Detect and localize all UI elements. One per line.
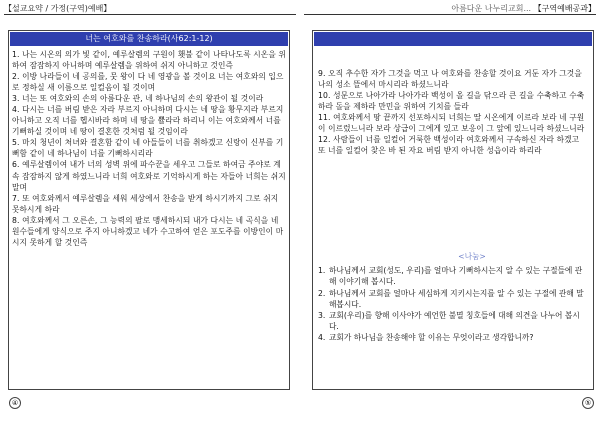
sharing-question [318,265,588,287]
question-text: 하나님께서 교회를 얼마나 세심하게 지키시는지를 알 수 있는 구절에 관해 말해봅시다. [329,288,584,309]
question-text: 교회가 하나님을 찬송해야 할 이유는 무엇이라고 생각합니까? [329,333,534,343]
header-right-title: 【구역예배공과】 [533,4,596,13]
title-bar-blank [314,32,592,46]
question-number: 4. [318,333,326,343]
right-page [300,0,600,424]
question-number: 2. [318,288,326,298]
header-divider [304,14,596,15]
sharing-title: <나눔> [458,252,486,261]
page-number: ⑤ [582,397,594,409]
scripture-text [12,49,288,248]
question-text: 하나님께서 교회(성도, 우리)를 얼마나 기뻐하시는지 알 수 있는 구절들에 관해 이야기해 봅시다. [329,266,583,287]
header-right-subtitle: 아름다운 나누리교회... [451,4,532,13]
question-number: 1. [318,266,326,276]
verse-paragraph: 3. 너는 또 여호와의 손의 아름다운 관, 네 하나님의 손의 왕관이 될 것이라 [12,94,264,104]
sharing-section [318,251,588,344]
verse-paragraph: 9. 오직 추수한 자가 그것을 먹고 나 여호와를 찬송할 것이요 거둔 자가 그것을 나의 성소 뜰에서 마시리라 하셨느니라 [318,69,582,90]
verse-paragraph: 2. 이방 나라들이 네 공의를, 뭇 왕이 다 네 영광을 볼 것이요 너는 여호와의 입으로 정하실 새 이름으로 일컬음이 될 것이며 [12,72,284,93]
sharing-question [318,310,588,332]
verse-paragraph: 10. 성문으로 나아가라 나아가라 백성이 올 길을 닦으라 큰 길을 수축하고 수축하라 돌을 제하라 만민을 위하여 기치를 들라 [318,91,585,112]
verse-paragraph: 6. 예루살렘이여 내가 너의 성벽 위에 파수꾼을 세우고 그들로 하여금 주야로 계속 잠잠하지 않게 하였느니라 너희 여호와로 기억하시게 하는 자들아 너희는 쉬지 말며 [12,160,286,192]
header-left: 【설교요약 / 가정(구역)예배】 [4,4,112,13]
verse-paragraph: 1. 나는 시온의 의가 빛 같이, 예루살렘의 구원이 횃불 같이 나타나도록 시온을 위하여 잠잠하지 아니하며 예루살렘을 위하여 쉬지 아니하고 것인즉 [12,50,286,71]
verse-paragraph: 7. 또 여호와께서 예루살렘을 세워 세상에서 찬송을 받게 하시기까지 그로 쉬지 못하시게 하라 [12,193,279,214]
verse-paragraph: 8. 여호와께서 그 오른손, 그 능력의 팔로 맹세하시되 내가 다시는 네 곡식을 네 원수들에게 양식으로 주지 아니하겠고 네가 수고하여 얻은 포도주를 이방인이 마시지 못하게 할 것인즉 [12,215,284,247]
question-number: 3. [318,311,326,321]
scripture-text [318,68,588,156]
verse-paragraph: 12. 사람들이 너를 일컬어 거룩한 백성이라 여호와께서 구속하신 자라 하겠고 또 너를 일컬어 찾은 바 된 자요 버림 받지 아니한 성읍이라 하리라 [318,135,580,156]
page-number: ④ [9,397,21,409]
verse-paragraph: 4. 다시는 너를 버림 받은 자라 부르지 아니하며 다시는 네 땅을 황무지라 부르지 아니하고 오직 너를 헵시바라 하며 네 땅을 쁄라라 하리니 이는 여호와께서 너를 기뻐하실 것이며 네 땅이 결혼한 것처럼 될 것임이라 [12,105,284,137]
sharing-question [318,288,588,310]
verse-paragraph: 11. 여호와께서 땅 끝까지 선포하시되 너희는 딸 시온에게 이르라 보라 네 구원이 이르렀느니라 보라 상급이 그에게 있고 보응이 그 앞에 있느니라 하셨느니라 [318,113,585,134]
sermon-title: 너는 여호와를 찬송하라(사62:1-12) [10,32,288,46]
sharing-question [318,332,588,343]
header-divider [4,14,296,15]
header-right [451,3,596,14]
verse-paragraph: 5. 마치 청년이 처녀와 결혼함 같이 네 아들들이 너를 취하겠고 신랑이 신부를 기뻐함 같이 네 하나님이 너를 기뻐하시리라 [12,138,284,159]
question-text: 교회(우리)를 향해 이사야가 예언한 불멸 칭호들에 대해 의견을 나누어 봅시다. [329,311,580,332]
